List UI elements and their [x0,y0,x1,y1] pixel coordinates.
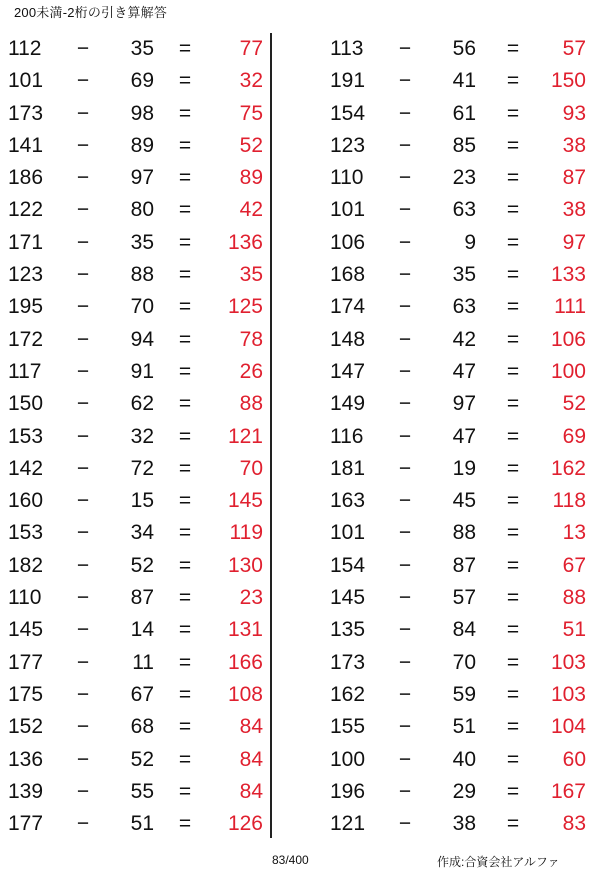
minuend: 171 [8,230,44,254]
answer: 167 [550,779,586,803]
answer: 88 [239,392,263,416]
subtrahend: 62 [130,392,154,416]
minuend: 110 [8,586,42,610]
minus-sign: − [76,166,90,190]
answer: 126 [227,812,263,836]
equals-sign: = [178,198,192,222]
answer: 52 [562,392,586,416]
minuend: 162 [330,682,366,706]
minuend: 196 [330,779,366,803]
minuend: 116 [330,424,364,448]
minus-sign: − [398,618,412,642]
subtrahend: 19 [452,456,476,480]
equals-sign: = [178,230,192,254]
minus-sign: − [76,618,90,642]
subtrahend: 42 [452,327,476,351]
minuend: 152 [8,715,44,739]
subtrahend: 11 [132,650,154,674]
subtrahend: 15 [130,489,154,513]
equals-sign: = [506,198,520,222]
minuend: 149 [330,392,366,416]
subtrahend: 97 [452,392,476,416]
equals-sign: = [506,553,520,577]
minuend: 106 [330,230,366,254]
minuend: 181 [330,456,366,480]
answer: 77 [239,37,263,60]
minuend: 177 [8,650,44,674]
minus-sign: − [398,747,412,771]
equals-sign: = [506,618,520,642]
minuend: 154 [330,101,366,125]
equals-sign: = [178,166,192,190]
answer: 38 [562,198,586,222]
subtrahend: 98 [130,101,154,125]
minuend: 117 [8,359,42,383]
minuend: 186 [8,166,44,190]
minus-sign: − [398,650,412,674]
equals-sign: = [506,586,520,610]
equals-sign: = [506,715,520,739]
minus-sign: − [398,166,412,190]
equals-sign: = [178,359,192,383]
subtrahend: 70 [130,295,154,319]
minus-sign: − [76,456,90,480]
minus-sign: − [398,392,412,416]
subtrahend: 94 [130,327,154,351]
subtrahend: 70 [452,650,476,674]
answer: 131 [227,618,263,642]
minus-sign: − [76,489,90,513]
equals-sign: = [506,779,520,803]
subtrahend: 91 [130,359,154,383]
minus-sign: − [76,198,90,222]
minuend: 155 [330,715,366,739]
answer: 133 [550,263,586,287]
equals-sign: = [178,489,192,513]
minus-sign: − [398,37,412,60]
minus-sign: − [76,424,90,448]
minuend: 123 [8,263,44,287]
answer: 130 [227,553,263,577]
equals-sign: = [178,263,192,287]
minus-sign: − [398,295,412,319]
minuend: 135 [330,618,366,642]
subtrahend: 61 [452,101,476,125]
equals-sign: = [506,133,520,157]
minuend: 136 [8,747,44,771]
subtrahend: 84 [452,618,476,642]
equals-sign: = [178,812,192,836]
answer: 60 [562,747,586,771]
answer: 162 [550,456,586,480]
minus-sign: − [398,230,412,254]
minus-sign: − [398,586,412,610]
equals-sign: = [178,392,192,416]
subtrahend: 52 [130,553,154,577]
answer: 108 [227,682,263,706]
answer: 150 [550,69,586,93]
minus-sign: − [398,456,412,480]
minus-sign: − [398,359,412,383]
equals-sign: = [506,747,520,771]
page-number: 83/400 [272,853,309,867]
subtrahend: 80 [130,198,154,222]
subtrahend: 23 [452,166,476,190]
answer: 57 [562,37,586,60]
equals-sign: = [506,295,520,319]
subtrahend: 45 [452,489,476,513]
equals-sign: = [506,456,520,480]
answer: 52 [239,133,263,157]
minus-sign: − [76,37,90,60]
subtrahend: 88 [130,263,154,287]
minuend: 145 [8,618,44,642]
minuend: 148 [330,327,366,351]
answer: 32 [239,69,263,93]
answer: 67 [562,553,586,577]
minus-sign: − [76,586,90,610]
minus-sign: − [76,263,90,287]
equals-sign: = [506,37,520,60]
answer: 93 [562,101,586,125]
subtrahend: 59 [452,682,476,706]
minuend: 147 [330,359,366,383]
equals-sign: = [506,230,520,254]
answer: 100 [550,359,586,383]
minus-sign: − [76,101,90,125]
equals-sign: = [178,456,192,480]
answer: 26 [239,359,263,383]
equals-sign: = [506,101,520,125]
minuend: 101 [330,521,366,545]
minuend: 160 [8,489,44,513]
minus-sign: − [76,779,90,803]
minuend: 110 [330,166,364,190]
minus-sign: − [398,198,412,222]
minuend: 101 [8,69,44,93]
answer: 69 [562,424,586,448]
answer: 78 [239,327,263,351]
answer: 121 [227,424,263,448]
minus-sign: − [76,682,90,706]
answer: 84 [239,747,263,771]
minus-sign: − [76,133,90,157]
minuend: 175 [8,682,44,706]
minuend: 153 [8,424,44,448]
subtrahend: 67 [130,682,154,706]
minus-sign: − [76,392,90,416]
answer: 145 [227,489,263,513]
minuend: 177 [8,812,44,836]
subtrahend: 57 [452,586,476,610]
equals-sign: = [178,295,192,319]
minus-sign: − [398,69,412,93]
subtrahend: 35 [130,37,154,60]
page-title: 200未満-2桁の引き算解答 [14,5,168,20]
answer: 13 [562,521,586,545]
equals-sign: = [178,553,192,577]
minus-sign: − [398,101,412,125]
equals-sign: = [178,715,192,739]
equals-sign: = [178,618,192,642]
subtrahend: 72 [130,456,154,480]
subtrahend: 51 [130,812,154,836]
answer: 83 [562,812,586,836]
answer: 88 [562,586,586,610]
minuend: 112 [8,37,42,60]
subtrahend: 69 [130,69,154,93]
subtrahend: 32 [130,424,154,448]
minus-sign: − [398,715,412,739]
answer: 70 [239,456,263,480]
equals-sign: = [506,263,520,287]
subtrahend: 88 [452,521,476,545]
subtrahend: 35 [130,230,154,254]
answer: 136 [227,230,263,254]
minus-sign: − [76,812,90,836]
minuend: 141 [8,133,44,157]
answer: 84 [239,779,263,803]
minuend: 122 [8,198,44,222]
answer: 97 [562,230,586,254]
equals-sign: = [178,37,192,60]
equals-sign: = [178,650,192,674]
creator-credit: 作成:合資会社アルファ [437,855,560,869]
equals-sign: = [506,521,520,545]
equals-sign: = [506,682,520,706]
equals-sign: = [178,69,192,93]
equals-sign: = [506,327,520,351]
answer: 89 [239,166,263,190]
equals-sign: = [178,101,192,125]
subtrahend: 55 [130,779,154,803]
subtrahend: 87 [452,553,476,577]
minuend: 173 [330,650,366,674]
equals-sign: = [506,69,520,93]
subtrahend: 51 [452,715,476,739]
subtrahend: 35 [452,263,476,287]
subtrahend: 9 [464,230,476,254]
minus-sign: − [398,133,412,157]
equals-sign: = [178,424,192,448]
answer: 125 [227,295,263,319]
minuend: 142 [8,456,44,480]
equals-sign: = [506,489,520,513]
minus-sign: − [398,553,412,577]
equals-sign: = [178,327,192,351]
minuend: 172 [8,327,44,351]
answer: 38 [562,133,586,157]
minuend: 195 [8,295,44,319]
answer: 103 [550,650,586,674]
equals-sign: = [178,521,192,545]
equals-sign: = [178,747,192,771]
minus-sign: − [398,521,412,545]
minus-sign: − [76,295,90,319]
minus-sign: − [76,747,90,771]
minus-sign: − [398,779,412,803]
answer: 104 [550,715,586,739]
equals-sign: = [506,424,520,448]
answer: 51 [562,618,586,642]
subtrahend: 68 [130,715,154,739]
subtrahend: 87 [130,586,154,610]
minuend: 113 [330,37,364,60]
subtrahend: 63 [452,198,476,222]
equals-sign: = [506,166,520,190]
minus-sign: − [76,230,90,254]
minus-sign: − [398,682,412,706]
minuend: 123 [330,133,366,157]
minuend: 100 [330,747,366,771]
answer: 75 [239,101,263,125]
minuend: 174 [330,295,366,319]
minuend: 145 [330,586,366,610]
minuend: 182 [8,553,44,577]
minus-sign: − [398,424,412,448]
equals-sign: = [506,812,520,836]
minuend: 153 [8,521,44,545]
subtrahend: 29 [452,779,476,803]
minus-sign: − [76,69,90,93]
subtrahend: 52 [130,747,154,771]
subtrahend: 47 [452,424,476,448]
minuend: 173 [8,101,44,125]
minuend: 101 [330,198,366,222]
subtrahend: 89 [130,133,154,157]
minus-sign: − [398,812,412,836]
equals-sign: = [506,392,520,416]
minuend: 150 [8,392,44,416]
equals-sign: = [178,779,192,803]
minus-sign: − [76,715,90,739]
minus-sign: − [76,359,90,383]
subtrahend: 40 [452,747,476,771]
minus-sign: − [76,327,90,351]
subtrahend: 47 [452,359,476,383]
minuend: 168 [330,263,366,287]
subtrahend: 97 [130,166,154,190]
minus-sign: − [76,553,90,577]
equals-sign: = [506,650,520,674]
minuend: 139 [8,779,44,803]
subtrahend: 41 [452,69,476,93]
answer: 103 [550,682,586,706]
minus-sign: − [398,327,412,351]
answer: 118 [552,489,586,513]
minuend: 191 [330,69,366,93]
answer: 87 [562,166,586,190]
answer: 23 [239,586,263,610]
answer: 111 [554,295,586,319]
answer: 84 [239,715,263,739]
equals-sign: = [506,359,520,383]
equals-sign: = [178,133,192,157]
equals-sign: = [178,682,192,706]
subtrahend: 14 [130,618,154,642]
minuend: 154 [330,553,366,577]
minus-sign: − [76,650,90,674]
answer: 119 [229,521,263,545]
minuend: 163 [330,489,366,513]
subtrahend: 63 [452,295,476,319]
equals-sign: = [178,586,192,610]
answer: 35 [239,263,263,287]
answer: 42 [239,198,263,222]
subtrahend: 85 [452,133,476,157]
minus-sign: − [398,263,412,287]
subtrahend: 34 [130,521,154,545]
subtrahend: 56 [452,37,476,60]
answer: 106 [550,327,586,351]
answer: 166 [227,650,263,674]
minuend: 121 [330,812,366,836]
subtrahend: 38 [452,812,476,836]
minus-sign: − [398,489,412,513]
minus-sign: − [76,521,90,545]
column-divider [270,33,272,838]
